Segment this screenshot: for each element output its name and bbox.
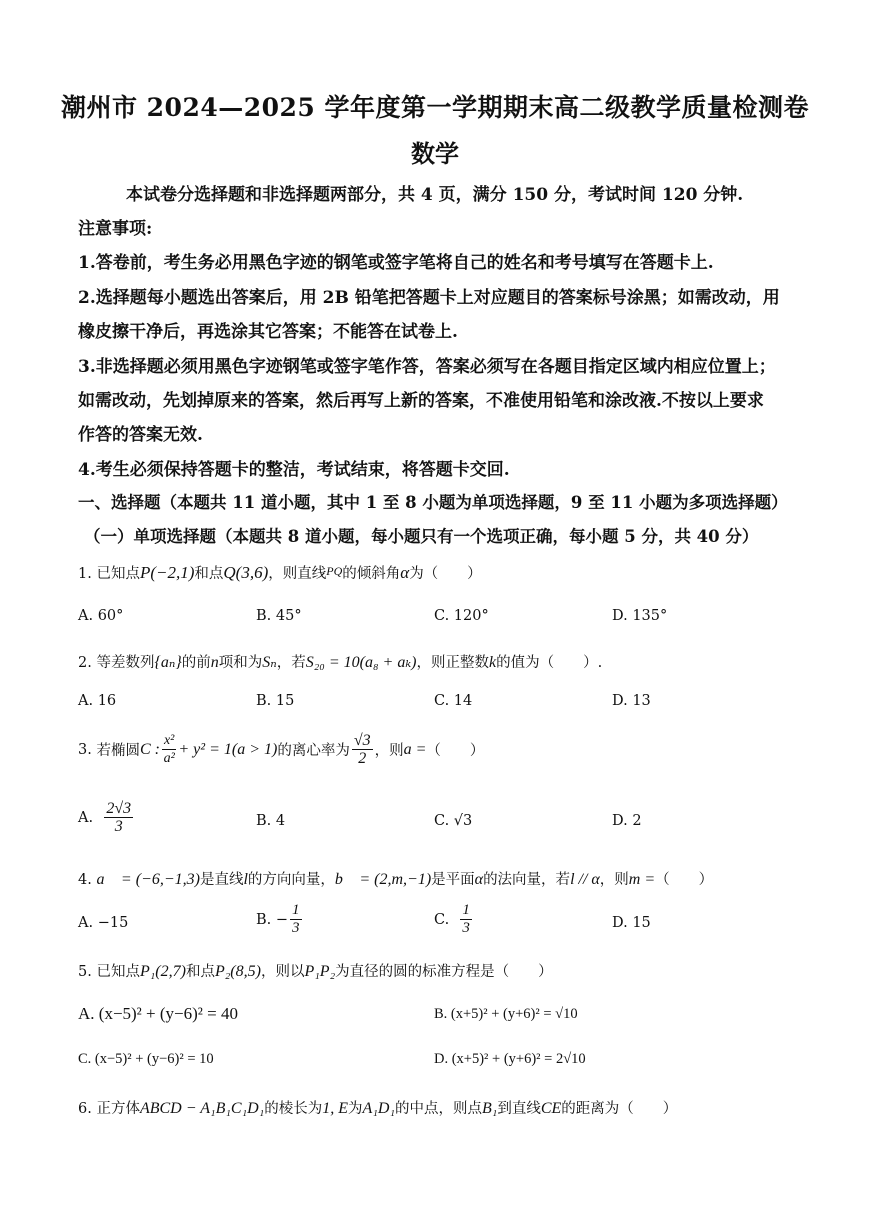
text: （ ） [426, 743, 485, 759]
text: 为（ ） [409, 566, 482, 582]
segment-p1p2: P₁P₂ [304, 963, 336, 980]
numerator: 2√3 [106, 800, 132, 817]
fraction-1-3 [460, 902, 472, 937]
question-2 [78, 651, 794, 672]
vector-b: b⃗ = (2,m,−1) [334, 871, 432, 888]
text: 的前 [181, 655, 211, 671]
q2-option-a: A. 16 [78, 693, 117, 709]
q3-option-a [78, 800, 135, 835]
ellipse-equation: + y² = 1(a > 1) [178, 740, 278, 758]
fraction-sqrt3-2 [352, 732, 373, 767]
numerator: 1 [462, 902, 470, 918]
option-label: A. [78, 809, 94, 826]
segment-a1d1: A₁D₁ [362, 1100, 395, 1117]
question-number: 2. [78, 655, 92, 671]
text: 的棱长为 [264, 1101, 323, 1117]
q4-option-a: A. −15 [78, 915, 129, 931]
line-ce: CE [540, 1100, 562, 1117]
text: ，若 [276, 655, 306, 671]
sum-equation: S₂₀ = 10(a₈ + aₖ) [305, 654, 417, 671]
text: 和点 [194, 566, 224, 582]
option-label: C. [434, 911, 450, 928]
text: 若椭圆 [96, 743, 140, 759]
edge-and-e: 1, E [322, 1100, 349, 1117]
text: 的中点，则点 [395, 1101, 482, 1117]
q1-option-c: C. 120° [434, 608, 489, 624]
numerator: x² [163, 733, 175, 748]
var-n: n [210, 654, 219, 671]
question-5 [78, 960, 794, 981]
text: ，则直线 [268, 566, 327, 582]
fraction-1-3 [290, 902, 302, 937]
question-number: 1. [78, 566, 92, 582]
var-k: k [489, 654, 497, 671]
text: 是平面 [431, 872, 475, 888]
text: 正方体 [96, 1101, 140, 1117]
option-text: B. (x+5)² + (y+6)² = √10 [434, 1006, 578, 1022]
sequence-a: {aₙ} [154, 654, 182, 671]
point-b1: B₁ [482, 1100, 498, 1117]
question-number: 3. [78, 741, 92, 758]
text: 为 [348, 1101, 363, 1117]
text: 已知点 [96, 566, 140, 582]
section-heading: 一、选择题（本题共 11 道小题，其中 1 至 8 小题为单项选择题，9 至 11 小题为多项选择题） [78, 493, 788, 512]
parallel-condition: l // α [570, 871, 600, 888]
question-number: 5. [78, 964, 92, 980]
text: 的方向向量， [247, 872, 335, 888]
vector-a: a⃗ = (−6,−1,3) [96, 871, 200, 888]
line-pq: PQ [326, 564, 343, 578]
question-3 [78, 732, 794, 767]
subject-title: 数学 [411, 139, 459, 168]
text: 等差数列 [96, 655, 155, 671]
text: 是直线 [199, 872, 244, 888]
q2-option-b: B. 15 [256, 693, 295, 709]
question-4 [78, 868, 794, 889]
cube-name: ABCD − A₁B₁C₁D₁ [139, 1100, 265, 1117]
q1-option-d: D. 135° [612, 608, 668, 624]
denominator: a² [163, 751, 175, 766]
option-text: D. (x+5)² + (y+6)² = 2√10 [434, 1051, 586, 1067]
note-3-line-3: 作答的答案无效. [78, 425, 203, 445]
point-q: Q(3,6) [223, 563, 269, 582]
note-2-line-1: 2.选择题每小题选出答案后，用 2B 铅笔把答题卡上对应题目的答案标号涂黑；如需改动，用 [78, 288, 780, 308]
angle-alpha: α [400, 563, 410, 582]
option-text: C. (x−5)² + (y−6)² = 10 [78, 1051, 214, 1067]
denominator: 3 [114, 818, 123, 835]
text: 到直线 [497, 1101, 541, 1117]
text: 项和为 [218, 655, 263, 671]
q3-option-d: D. 2 [612, 813, 642, 829]
plane-alpha: α [474, 871, 484, 888]
numerator: 1 [292, 902, 300, 918]
text: ，则 [374, 743, 404, 759]
text: 已知点 [96, 964, 140, 980]
q2-option-d: D. 13 [612, 693, 651, 709]
question-number: 4. [78, 872, 92, 888]
q4-option-b [256, 902, 304, 937]
q1-option-b: B. 45° [256, 608, 302, 624]
denominator: 2 [358, 750, 367, 767]
exam-title: 潮州市 2024—2025 学年度第一学期期末高二级教学质量检测卷 [60, 93, 810, 122]
text: 的倾斜角 [342, 566, 401, 582]
q5-option-d [434, 1051, 586, 1068]
note-4: 4.考生必须保持答题卡的整洁，考试结束，将答题卡交回. [78, 460, 510, 480]
option-text: A. (x−5)² + (y−6)² = 40 [78, 1004, 238, 1023]
denominator: 3 [292, 920, 300, 936]
intro-text: 本试卷分选择题和非选择题两部分，共 4 页，满分 150 分，考试时间 120 分钟. [126, 185, 744, 205]
q3-option-c: C. √3 [434, 813, 473, 829]
point-p1: P₁(2,7) [139, 963, 186, 980]
text: 和点 [185, 964, 215, 980]
note-1: 1.答卷前，考生务必用黑色字迹的钢笔或签字笔将自己的姓名和考号填写在答题卡上. [78, 253, 714, 273]
sum-s: Sₙ [262, 654, 277, 671]
q4-option-c [434, 902, 474, 937]
var-a: a = [403, 740, 427, 758]
text: 的法向量，若 [483, 872, 571, 888]
text: 的距离为（ ） [561, 1101, 678, 1117]
text: （ ） [655, 872, 714, 888]
question-1 [78, 562, 794, 583]
q2-option-c: C. 14 [434, 693, 473, 709]
text: ，则以 [260, 964, 305, 980]
text: ，则 [599, 872, 629, 888]
text: 的离心率为 [277, 743, 350, 759]
q4-option-d: D. 15 [612, 915, 651, 931]
question-6 [78, 1097, 794, 1118]
denominator: 3 [462, 920, 470, 936]
q1-option-a: A. 60° [78, 608, 124, 624]
q5-option-b [434, 1006, 578, 1023]
note-2-line-2: 橡皮擦干净后，再选涂其它答案；不能答在试卷上. [78, 322, 458, 342]
option-label: B. − [256, 911, 289, 928]
question-number: 6. [78, 1101, 92, 1117]
numerator: √3 [353, 732, 371, 749]
line-l: l [243, 871, 248, 888]
note-3-line-1: 3.非选择题必须用黑色字迹钢笔或签字笔作答，答案必须写在各题目指定区域内相应位置上； [78, 357, 776, 377]
note-3-line-2: 如需改动，先划掉原来的答案，然后再写上新的答案，不准使用铅笔和涂改液.不按以上要求 [78, 391, 764, 411]
notes-heading: 注意事项: [78, 219, 153, 239]
fraction-2sqrt3-3 [104, 800, 133, 835]
point-p2: P₂(8,5) [214, 963, 261, 980]
text: 的值为（ ）. [496, 655, 603, 671]
q5-option-a [78, 1004, 238, 1024]
ellipse-c: C : [139, 740, 160, 758]
subsection-heading: （一）单项选择题（本题共 8 道小题，每小题只有一个选项正确，每小题 5 分，共 40 分） [84, 527, 759, 546]
fraction-x2-a2 [162, 732, 176, 767]
q5-option-c [78, 1051, 214, 1068]
q3-option-b: B. 4 [256, 813, 286, 829]
text: 为直径的圆的标准方程是（ ） [335, 964, 553, 980]
var-m: m = [628, 871, 656, 888]
point-p: P(−2,1) [139, 563, 195, 582]
text: ，则正整数 [416, 655, 489, 671]
